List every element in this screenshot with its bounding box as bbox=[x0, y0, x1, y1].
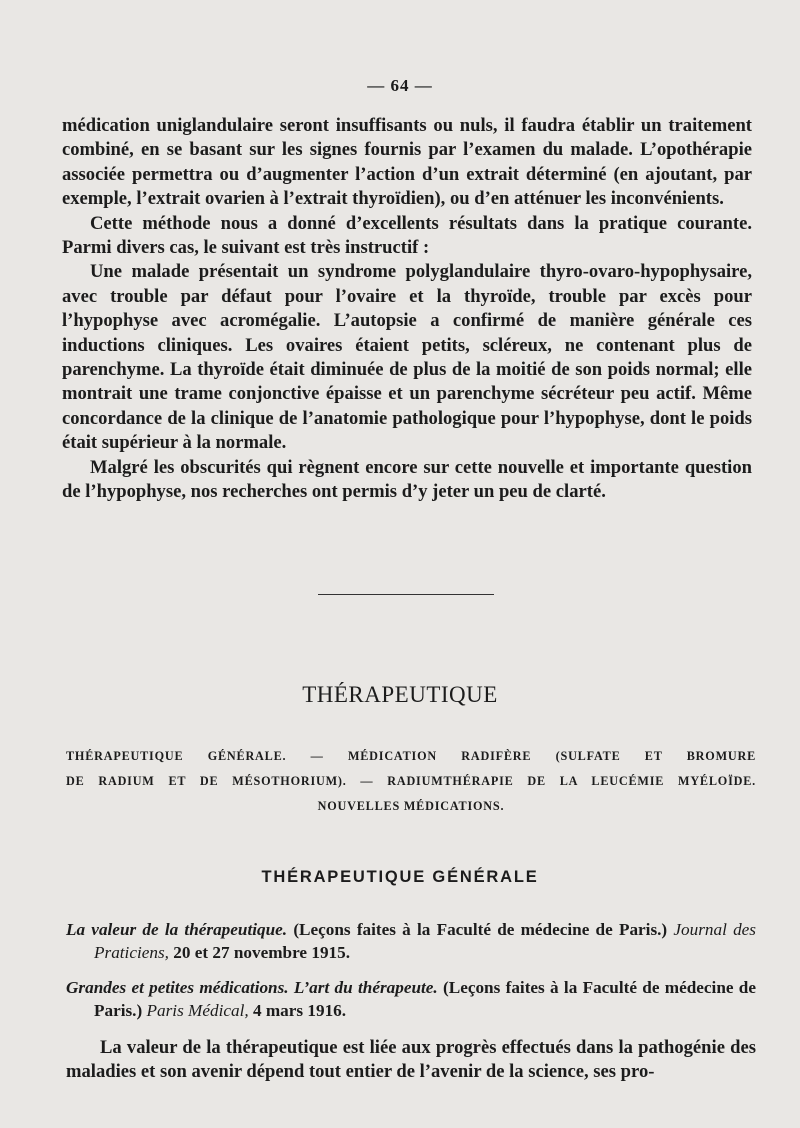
summary-line: DE RADIUM ET DE MÉSOTHORIUM). — RADIUMTHÉRAPIE DE LA LEUCÉMIE MYÉLOÏDE. bbox=[66, 774, 756, 788]
reference-details: (Leçons faites à la Faculté de médecine de Paris.) bbox=[287, 920, 674, 939]
section-divider bbox=[318, 594, 494, 595]
reference-item bbox=[66, 918, 756, 964]
page-number: — 64 — bbox=[367, 76, 433, 95]
summary-line: NOUVELLES MÉDICATIONS. bbox=[317, 799, 505, 813]
reference-journal: Journal des Praticiens, bbox=[94, 920, 756, 962]
paragraph: médication uniglandulaire seront insuffisants ou nuls, il faudra établir un traitement combiné, en se basant sur les signes fournis par l’examen du malade. L’opothérapie associée permettra ou d’augmenter l’action d’un extrait déterminé (en ajoutant, par exemple, l’extrait ovarien à l’extrait thyroïdien), ou d’en atténuer les inconvénients. bbox=[62, 115, 752, 210]
reference-journal: Paris Médical, bbox=[146, 1001, 249, 1020]
paragraph: La valeur de la thérapeutique est liée aux progrès effectués dans la pathogénie des maladies et son avenir dépend tout entier de l’avenir de la science, ses pro- bbox=[66, 1037, 756, 1083]
subsection-title: THÉRAPEUTIQUE GÉNÉRALE bbox=[261, 868, 539, 886]
section-title: THÉRAPEUTIQUE bbox=[302, 682, 498, 707]
reference-item bbox=[66, 976, 756, 1022]
final-text bbox=[66, 1036, 756, 1085]
reference-details: (Leçons faites à la Faculté de médecine de Paris.) bbox=[94, 978, 756, 1020]
reference-date: 20 et 27 novembre 1915. bbox=[168, 943, 351, 962]
body-text bbox=[62, 114, 752, 505]
reference-date: 4 mars 1916. bbox=[248, 1001, 347, 1020]
references bbox=[66, 918, 756, 1034]
section-summary bbox=[66, 744, 756, 819]
reference-title: La valeur de la thérapeutique. bbox=[66, 920, 288, 939]
paragraph: Malgré les obscurités qui règnent encore sur cette nouvelle et importante question de l’hypophyse, nos recherches ont permis d’y jeter un peu de clarté. bbox=[62, 456, 752, 503]
reference-title: Grandes et petites médications. L’art du thérapeute. bbox=[66, 978, 438, 997]
summary-line: THÉRAPEUTIQUE GÉNÉRALE. — MÉDICATION RADIFÈRE (SULFATE ET BROMURE bbox=[66, 749, 756, 763]
paragraph: Une malade présentait un syndrome polyglandulaire thyro-ovaro-hypophysaire, avec trouble par défaut pour l’ovaire et la thyroïde, trouble par excès pour l’hypophyse avec acromégalie. L’autopsie a confirmé de manière générale ces inductions cliniques. Les ovaires étaient petits, scléreux, ne contenant plus de parenchyme. La thyroïde était diminuée de plus de la moitié de son poids normal; elle montrait une trame conjonctive épaisse et un parenchyme sécréteur peu actif. Même concordance de la clinique de l’anatomie pathologique pour l’hypophyse, dont le poids était supérieur à la normale. bbox=[62, 261, 752, 454]
paragraph: Cette méthode nous a donné d’excellents résultats dans la pratique courante. Parmi divers cas, le suivant est très instructif : bbox=[62, 212, 752, 259]
